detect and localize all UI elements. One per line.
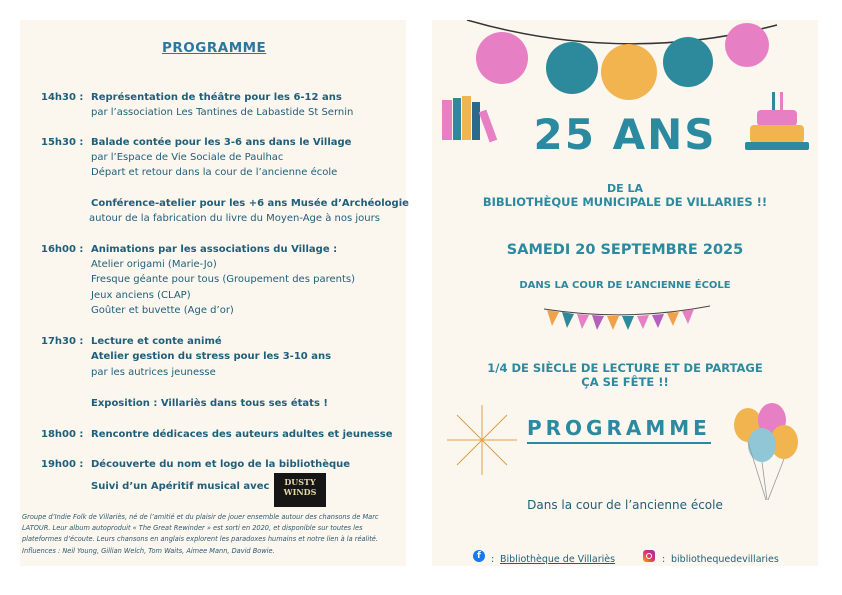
item-line: Exposition : Villariès dans tous ses états ! — [91, 398, 328, 409]
decorations — [432, 20, 818, 190]
programme-heading: PROGRAMME — [527, 416, 711, 444]
item-line: Rencontre dédicaces des auteurs adultes et jeunesse — [91, 429, 393, 440]
instagram-handle[interactable]: bibliothequedevillaries — [671, 554, 779, 565]
paper-fan-pink — [725, 23, 769, 67]
celebrate: ÇA SE FÊTE !! — [581, 375, 669, 389]
paper-fan-pink — [476, 32, 528, 84]
item-line: par l’Espace de Vie Sociale de Paulhac — [91, 152, 284, 163]
time: 14h30 : — [41, 92, 84, 103]
facebook-link[interactable]: Bibliothèque de Villariès — [500, 554, 616, 565]
item-line: Fresque géante pour tous (Groupement des parents) — [91, 274, 355, 285]
paper-lantern-teal — [663, 37, 713, 87]
item-line: Goûter et buvette (Age d’or) — [91, 305, 234, 316]
paper-fan-yellow — [601, 44, 657, 100]
library-name: BIBLIOTHÈQUE MUNICIPALE DE VILLARIES !! — [482, 195, 768, 209]
balloons-icon — [734, 403, 798, 500]
band-footnote: Groupe d’Indie Folk de Villariès, né de l’amitié et du plaisir de jouer ensemble autour des chansons de Marc LATOUR. Leur album autoproduit « The Great Rewinder » est sorti en 2020, et disponible sur toutes les plateformes d’écoute. Leurs chansons en anglais explorent les paradoxes humains et notre lien à la réalité. Influences : Neil Young, Gillian Welch, Tom Waits, Aimee Mann, David Bowie. — [22, 513, 379, 555]
anniversary-title: 25 ANS — [533, 110, 717, 159]
event-date: SAMEDI 20 SEPTEMBRE 2025 — [506, 242, 744, 258]
band-logo: DUSTY WINDS — [274, 473, 326, 507]
candle — [772, 92, 775, 110]
item-line: Suivi d’un Apéritif musical avec — [91, 481, 270, 492]
instagram-icon[interactable] — [643, 550, 655, 562]
candle — [780, 92, 783, 110]
instagram-sep: : — [662, 554, 666, 565]
paper-lantern-teal — [546, 42, 598, 94]
item-line: par l’association Les Tantines de Labastide St Sernin — [91, 107, 354, 118]
party-decor — [432, 390, 818, 500]
programme-title: PROGRAMME — [162, 40, 267, 56]
item-line: Départ et retour dans la cour de l’ancienne école — [91, 167, 338, 178]
firework-icon — [447, 405, 517, 475]
item-line: Atelier gestion du stress pour les 3-10 ans — [91, 351, 332, 362]
item-line: Découverte du nom et logo de la bibliothèque — [91, 459, 351, 470]
item-line: Jeux anciens (CLAP) — [91, 290, 191, 301]
item-line: par les autrices jeunesse — [91, 367, 216, 378]
bunting — [542, 304, 712, 334]
poster — [432, 20, 818, 566]
programme-page: PROGRAMME 14h30 : Représentation de théâtre pour les 6-12 ans par l’association Les Tantines de Labastide St Sernin 15h30 : Balade contée pour les 3-6 ans dans le Village par l’Espace de Vie Sociale de Paulhac Départ et retour dans la cour de l’ancienne école Conférence-atelier pour les +6 ans Musée d’Archéologie autour de la fabrication du livre du Moyen-Age à nos jours 16h00 : Animations par les associations du Village : Atelier origami (Marie-Jo) Fresque géante pour tous (Groupement des parents) Jeux anciens (CLAP) Goûter et buvette (Age d’or) 17h30 : Lecture et conte animé Atelier gestion du stress pour les 3-10 ans par les autrices jeunesse Exposition : Villariès dans tous ses états ! 18h00 : Rencontre dédicaces des auteurs adultes et jeunesse 19h00 : Découverte du nom et logo de la bibliothèque Suivi d’un Apéritif musical avec DUSTY WINDS Groupe d’Indie Folk de Villariès, né de l’amitié et du plaisir de jouer ensemble autour des chansons de Marc LATOUR. Leur album autoproduit « The Great Rewinder » est sorti en 2020, et disponible sur toutes les plateformes d’écoute. Leurs chansons en anglais explorent les paradoxes humains et notre lien à la réalité. Influences : Neil Young, Gillian Welch, Tom Waits, Aimee Mann, David Bowie. — [20, 20, 406, 566]
item-line: Animations par les associations du Village : — [91, 244, 338, 255]
quarter-century: 1/4 DE SIÈCLE DE LECTURE ET DE PARTAGE — [487, 361, 763, 375]
item-line: Conférence-atelier pour les +6 ans Musée d’Archéologie — [91, 198, 409, 209]
item-line: Lecture et conte animé — [91, 336, 222, 347]
item-line: autour de la fabrication du livre du Moyen-Age à nos jours — [89, 213, 380, 224]
item-line: Balade contée pour les 3-6 ans dans le Village — [91, 137, 352, 148]
facebook-icon[interactable]: f — [473, 550, 485, 562]
de-la: DE LA — [607, 182, 643, 195]
venue: Dans la cour de l’ancienne école — [527, 498, 723, 512]
event-place: DANS LA COUR DE L’ANCIENNE ÉCOLE — [519, 280, 731, 291]
item-line: Représentation de théâtre pour les 6-12 ans — [91, 92, 342, 103]
item-line: Atelier origami (Marie-Jo) — [91, 259, 217, 270]
facebook-sep: : — [491, 554, 495, 565]
